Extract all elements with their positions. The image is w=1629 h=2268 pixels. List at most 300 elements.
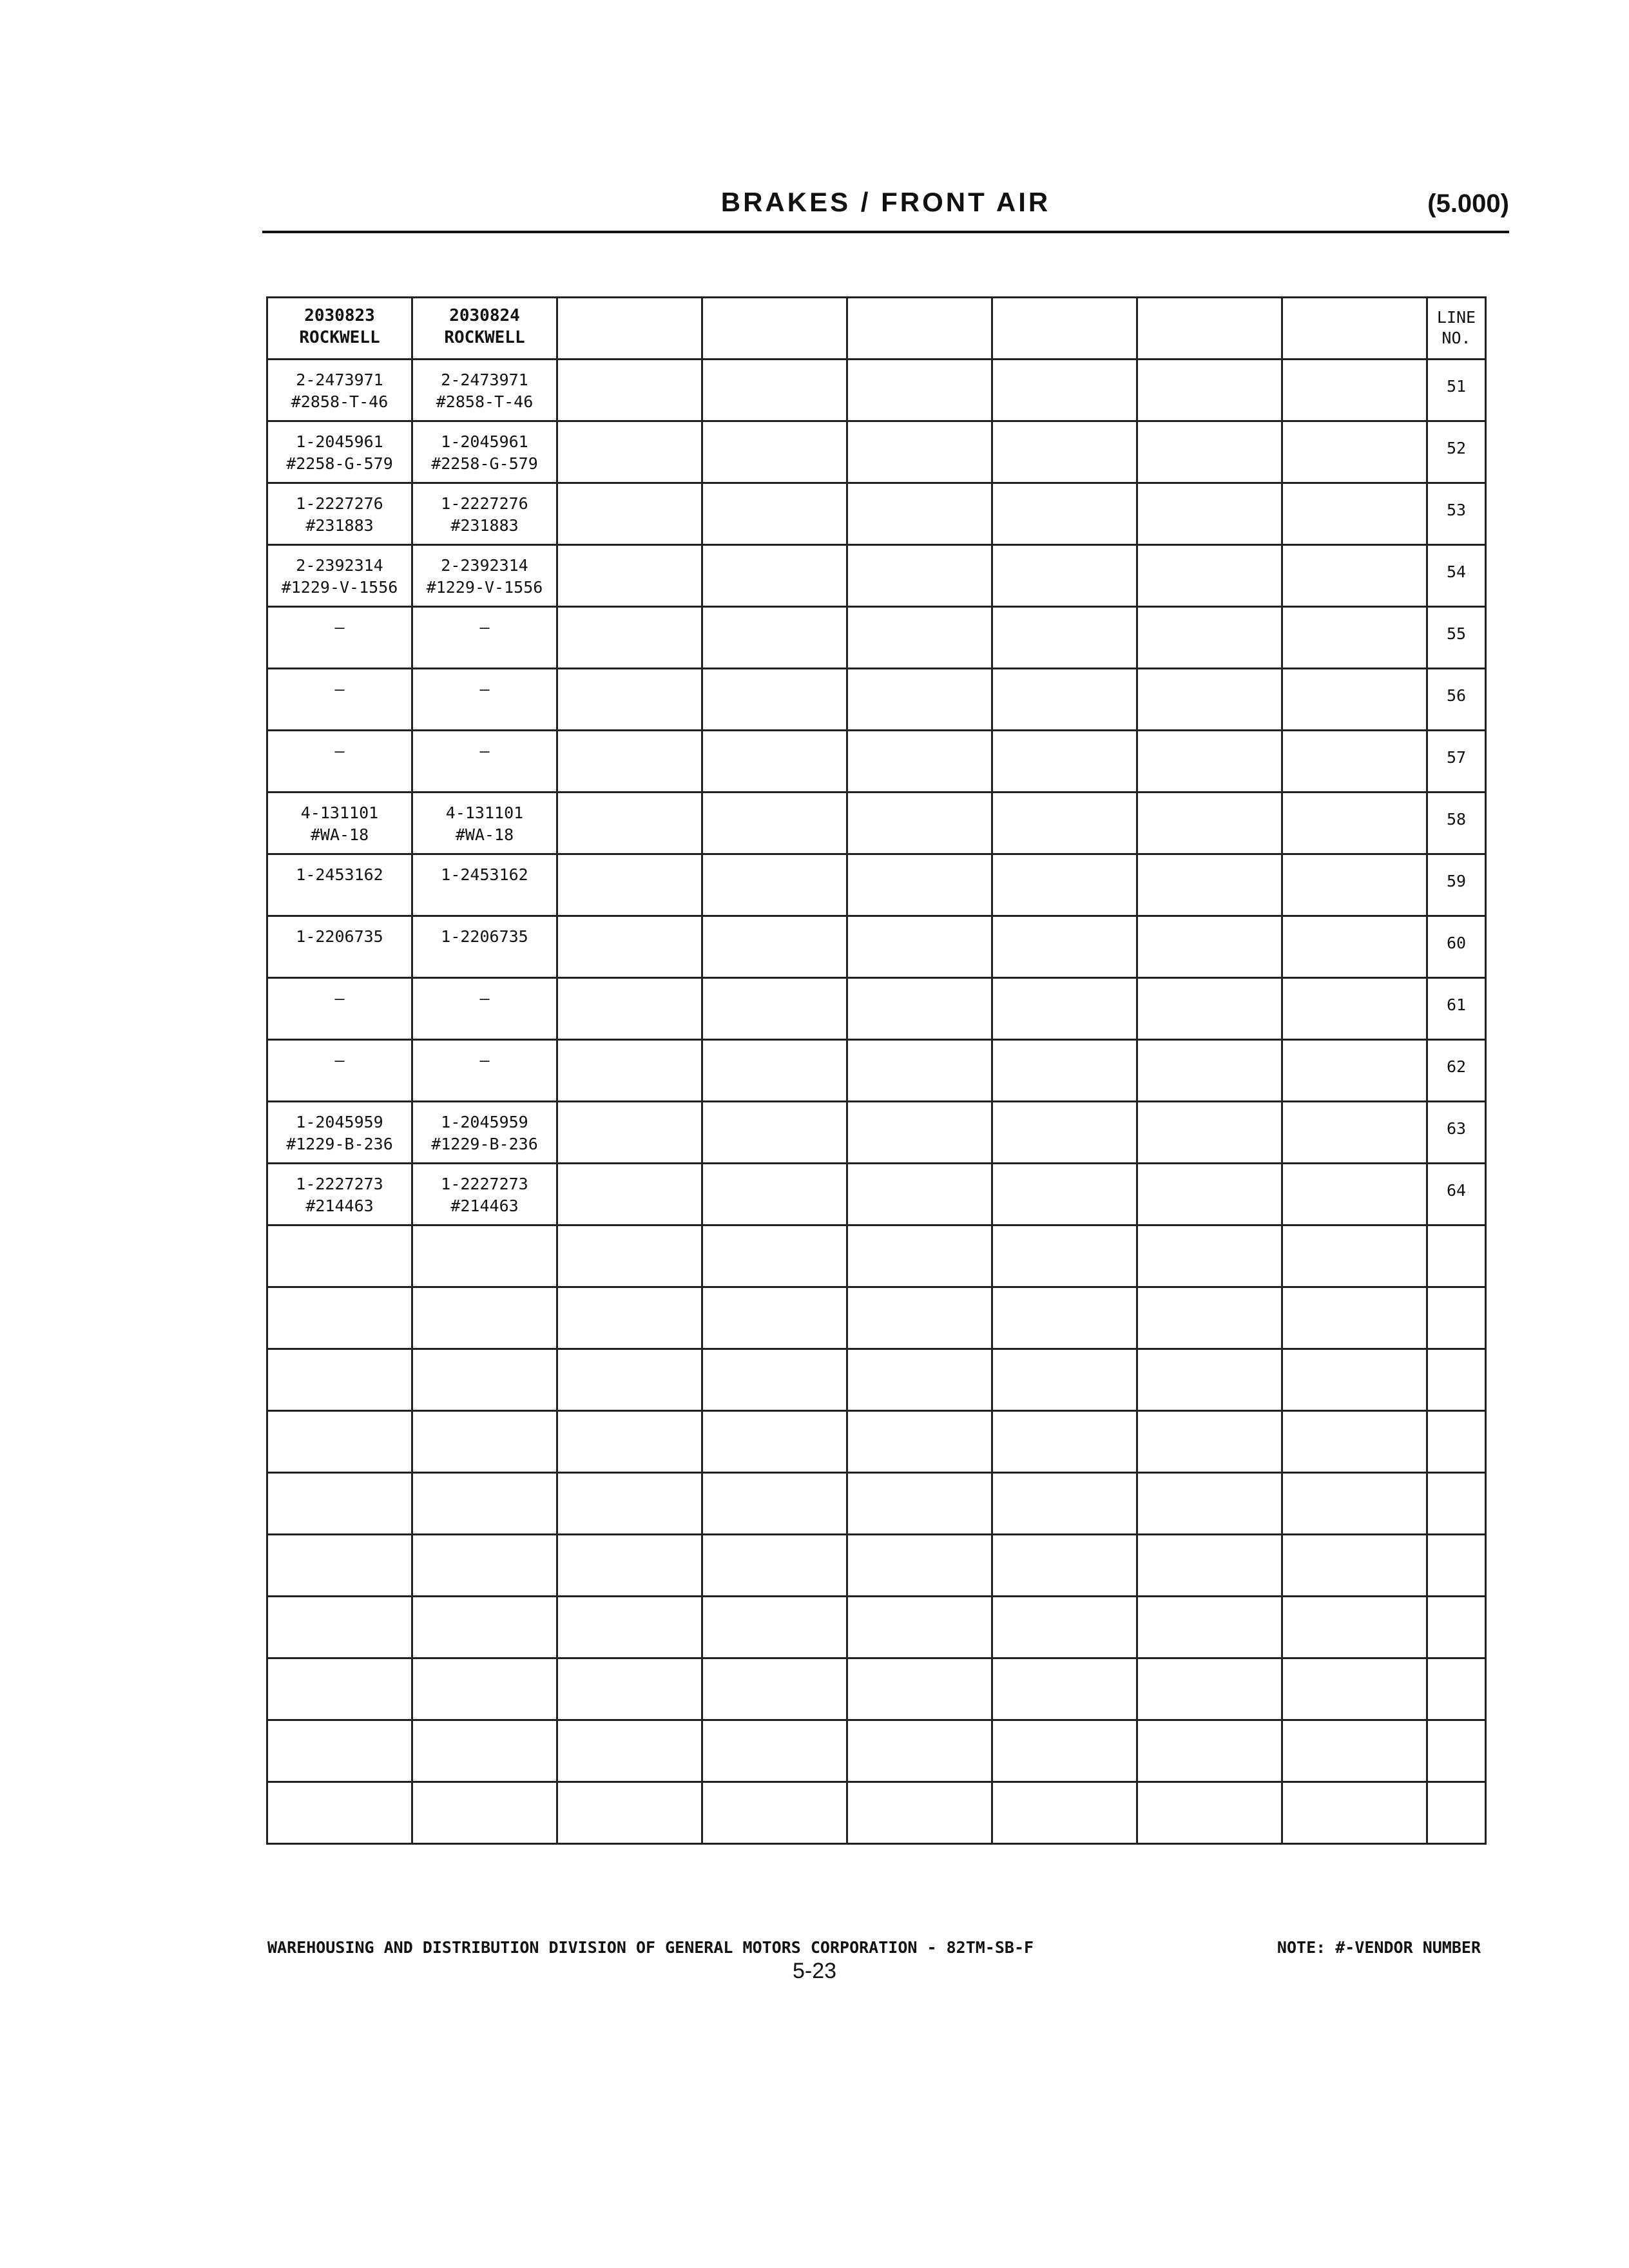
line-number-cell [1427, 1349, 1486, 1411]
table-cell [412, 854, 557, 916]
table-row [267, 1473, 1486, 1535]
table-cell [847, 1535, 992, 1597]
table-row [267, 1102, 1486, 1164]
table-cell [1282, 1349, 1427, 1411]
part-entry: 2-2392314 #1229-V-1556 [426, 556, 543, 597]
column-vendor: ROCKWELL [299, 328, 380, 347]
table-cell [702, 669, 847, 731]
table-cell [847, 1473, 992, 1535]
table-cell [992, 421, 1137, 483]
table-cell [412, 360, 557, 421]
table-cell [847, 360, 992, 421]
line-number-cell [1427, 1164, 1486, 1225]
table-cell [1137, 545, 1282, 607]
table-cell [1137, 1287, 1282, 1349]
line-number-cell [1427, 1597, 1486, 1658]
part-entry: — [479, 680, 490, 698]
table-cell [1137, 1535, 1282, 1597]
table-cell [267, 854, 412, 916]
table-cell [847, 421, 992, 483]
part-entry: 1-2045961 #2258-G-579 [431, 432, 538, 473]
table-cell [267, 1658, 412, 1720]
table-cell [267, 978, 412, 1040]
table-cell [1137, 1720, 1282, 1782]
line-number-cell [1427, 607, 1486, 669]
table-cell [992, 854, 1137, 916]
table-cell [992, 1225, 1137, 1287]
table-cell [412, 1411, 557, 1473]
table-cell [557, 1102, 702, 1164]
table-cell [267, 545, 412, 607]
table-cell [1137, 916, 1282, 978]
table-row [267, 1597, 1486, 1658]
line-number-cell [1427, 1782, 1486, 1844]
table-cell [1137, 360, 1282, 421]
table-cell [412, 978, 557, 1040]
table-cell [1282, 1473, 1427, 1535]
table-cell [412, 1287, 557, 1349]
line-number: 54 [1446, 562, 1467, 581]
table-cell [847, 1658, 992, 1720]
line-number: 62 [1446, 1057, 1467, 1076]
part-entry: 2-2473971 #2858-T-46 [291, 370, 389, 411]
table-row [267, 1349, 1486, 1411]
footer-publisher: WAREHOUSING AND DISTRIBUTION DIVISION OF GENERAL MOTORS CORPORATION - 82TM-SB-F [267, 1938, 1034, 1957]
table-cell [412, 1720, 557, 1782]
table-cell [557, 1349, 702, 1411]
page-title: BRAKES / FRONT AIR [720, 187, 1051, 217]
table-cell [557, 793, 702, 854]
table-cell [847, 483, 992, 545]
line-number: 51 [1446, 377, 1467, 396]
line-number-cell [1427, 421, 1486, 483]
table-row [267, 1535, 1486, 1597]
column-part-number: 2030824 [449, 306, 520, 325]
table-cell [557, 1782, 702, 1844]
table-cell [412, 1225, 557, 1287]
table-cell [1137, 1658, 1282, 1720]
table-row [267, 1658, 1486, 1720]
table-cell [557, 483, 702, 545]
part-entry: 1-2206735 [296, 927, 383, 946]
table-cell [412, 1782, 557, 1844]
table-cell [267, 421, 412, 483]
part-entry: 4-131101 #WA-18 [445, 803, 524, 844]
table-cell [1282, 545, 1427, 607]
table-row [267, 421, 1486, 483]
part-entry: 1-2045961 #2258-G-579 [286, 432, 393, 473]
line-number: 57 [1446, 748, 1467, 767]
table-cell [847, 607, 992, 669]
line-number-cell [1427, 483, 1486, 545]
table-cell [412, 421, 557, 483]
table-cell [557, 1658, 702, 1720]
part-entry: — [479, 1051, 490, 1070]
table-cell [412, 1349, 557, 1411]
column-header [1137, 298, 1282, 360]
table-cell [847, 1040, 992, 1102]
footer-note: NOTE: #-VENDOR NUMBER [1277, 1938, 1481, 1957]
part-entry: — [334, 989, 345, 1008]
line-number-cell [1427, 1535, 1486, 1597]
table-row [267, 1164, 1486, 1225]
table-cell [412, 1164, 557, 1225]
table-cell [1282, 483, 1427, 545]
table-cell [412, 607, 557, 669]
part-entry: 1-2206735 [441, 927, 528, 946]
part-entry: 1-2227273 #214463 [441, 1175, 528, 1215]
column-vendor: ROCKWELL [444, 328, 525, 347]
table-cell [702, 421, 847, 483]
column-header [847, 298, 992, 360]
table-cell [702, 1102, 847, 1164]
table-cell [1282, 793, 1427, 854]
table-row [267, 360, 1486, 421]
part-entry: — [334, 1051, 345, 1070]
table-cell [992, 483, 1137, 545]
line-number-cell [1427, 1411, 1486, 1473]
table-cell [412, 1473, 557, 1535]
line-number-cell [1427, 1473, 1486, 1535]
part-entry: — [479, 989, 490, 1008]
table-cell [702, 1164, 847, 1225]
part-entry: — [479, 618, 490, 637]
table-cell [1282, 1597, 1427, 1658]
table-cell [1137, 669, 1282, 731]
part-entry: 1-2227276 #231883 [441, 494, 528, 535]
table-cell [1282, 360, 1427, 421]
line-number-cell [1427, 1225, 1486, 1287]
table-cell [557, 421, 702, 483]
column-header [267, 298, 412, 360]
table-cell [267, 1473, 412, 1535]
table-cell [702, 854, 847, 916]
table-cell [557, 545, 702, 607]
table-row [267, 854, 1486, 916]
table-cell [992, 1473, 1137, 1535]
line-number: 64 [1446, 1181, 1467, 1200]
table-cell [267, 607, 412, 669]
parts-table [266, 296, 1487, 1845]
table-cell [847, 1782, 992, 1844]
line-number-cell [1427, 1720, 1486, 1782]
table-cell [1282, 1658, 1427, 1720]
table-cell [702, 1720, 847, 1782]
table-cell [847, 1597, 992, 1658]
table-cell [702, 1287, 847, 1349]
table-cell [267, 916, 412, 978]
table-cell [267, 1349, 412, 1411]
table-cell [702, 978, 847, 1040]
table-cell [1282, 1720, 1427, 1782]
line-number-header [1427, 298, 1486, 360]
table-cell [1137, 1225, 1282, 1287]
table-cell [1137, 1102, 1282, 1164]
line-number-cell [1427, 916, 1486, 978]
table-cell [1282, 1782, 1427, 1844]
line-number-cell [1427, 1040, 1486, 1102]
table-cell [557, 1473, 702, 1535]
table-cell [702, 1658, 847, 1720]
table-cell [702, 1473, 847, 1535]
table-cell [557, 1411, 702, 1473]
table-cell [267, 1782, 412, 1844]
table-cell [267, 1720, 412, 1782]
table-cell [1282, 854, 1427, 916]
column-header-label [413, 298, 556, 349]
table-cell [1282, 1164, 1427, 1225]
table-cell [847, 731, 992, 793]
table-cell [1137, 1411, 1282, 1473]
table-row [267, 545, 1486, 607]
table-cell [847, 1287, 992, 1349]
table-cell [847, 1720, 992, 1782]
column-header [412, 298, 557, 360]
table-row [267, 916, 1486, 978]
table-row [267, 731, 1486, 793]
column-header [1282, 298, 1427, 360]
line-number: 55 [1446, 624, 1467, 643]
table-cell [992, 1287, 1137, 1349]
table-cell [412, 916, 557, 978]
table-cell [557, 1720, 702, 1782]
table-cell [1137, 731, 1282, 793]
table-cell [847, 1411, 992, 1473]
table-cell [992, 1102, 1137, 1164]
table-cell [267, 1040, 412, 1102]
column-part-number: 2030823 [304, 306, 375, 325]
table-cell [702, 1040, 847, 1102]
table-row [267, 483, 1486, 545]
table-cell [992, 360, 1137, 421]
part-entry: 4-131101 #WA-18 [300, 803, 379, 844]
column-header [992, 298, 1137, 360]
table-row [267, 1225, 1486, 1287]
table-cell [1137, 793, 1282, 854]
table-cell [412, 483, 557, 545]
part-entry: 2-2392314 #1229-V-1556 [281, 556, 398, 597]
table-cell [847, 1349, 992, 1411]
table-cell [1282, 978, 1427, 1040]
part-entry: 2-2473971 #2858-T-46 [436, 370, 534, 411]
table-cell [267, 731, 412, 793]
line-number: 60 [1446, 934, 1467, 952]
line-number-header-label: LINE NO. [1436, 308, 1476, 347]
table-cell [412, 1597, 557, 1658]
table-cell [412, 1102, 557, 1164]
line-number-cell [1427, 545, 1486, 607]
table-cell [557, 1597, 702, 1658]
table-cell [557, 1287, 702, 1349]
table-row [267, 1411, 1486, 1473]
line-number-cell [1427, 793, 1486, 854]
table-cell [1137, 421, 1282, 483]
line-number: 56 [1446, 686, 1467, 705]
part-entry: — [334, 618, 345, 637]
table-cell [992, 793, 1137, 854]
part-entry: 1-2045959 #1229-B-236 [286, 1113, 393, 1153]
table-cell [557, 731, 702, 793]
table-cell [557, 1535, 702, 1597]
table-cell [702, 1535, 847, 1597]
table-cell [1282, 1411, 1427, 1473]
line-number-cell [1427, 669, 1486, 731]
line-number-cell [1427, 731, 1486, 793]
table-cell [267, 1597, 412, 1658]
table-cell [992, 545, 1137, 607]
table-cell [1137, 607, 1282, 669]
table-cell [992, 1720, 1137, 1782]
column-header [557, 298, 702, 360]
table-cell [702, 545, 847, 607]
line-number-cell [1427, 1287, 1486, 1349]
table-cell [702, 916, 847, 978]
table-cell [267, 1287, 412, 1349]
table-cell [412, 793, 557, 854]
table-cell [992, 1658, 1137, 1720]
table-cell [992, 1782, 1137, 1844]
section-number: (5.000) [1427, 189, 1509, 218]
table-cell [992, 1349, 1137, 1411]
page-number: 5-23 [792, 1959, 837, 1983]
table-cell [702, 607, 847, 669]
table-row [267, 669, 1486, 731]
table-cell [267, 360, 412, 421]
table-cell [267, 1102, 412, 1164]
header-rule [262, 231, 1509, 233]
line-number: 53 [1446, 501, 1467, 519]
table-cell [702, 1411, 847, 1473]
table-cell [1137, 1349, 1282, 1411]
line-number-cell [1427, 360, 1486, 421]
table-cell [992, 669, 1137, 731]
table-cell [1282, 1535, 1427, 1597]
table-cell [557, 854, 702, 916]
table-cell [847, 1164, 992, 1225]
table-cell [847, 978, 992, 1040]
table-cell [557, 607, 702, 669]
line-number: 52 [1446, 439, 1467, 457]
table-cell [1282, 1287, 1427, 1349]
table-row [267, 1040, 1486, 1102]
table-cell [412, 1040, 557, 1102]
line-number: 63 [1446, 1119, 1467, 1138]
table-cell [557, 1040, 702, 1102]
part-entry: — [334, 742, 345, 760]
table-cell [412, 1658, 557, 1720]
part-entry: — [334, 680, 345, 698]
table-cell [847, 1225, 992, 1287]
table-cell [702, 1782, 847, 1844]
table-cell [702, 483, 847, 545]
line-number-cell [1427, 978, 1486, 1040]
table-cell [412, 545, 557, 607]
table-cell [847, 793, 992, 854]
table-cell [702, 1597, 847, 1658]
table-cell [557, 1164, 702, 1225]
table-cell [1282, 607, 1427, 669]
table-cell [992, 1164, 1137, 1225]
table-cell [267, 669, 412, 731]
table-cell [557, 916, 702, 978]
part-entry: 1-2453162 [296, 865, 383, 884]
table-cell [702, 793, 847, 854]
table-cell [412, 731, 557, 793]
table-cell [1137, 978, 1282, 1040]
table-cell [267, 1164, 412, 1225]
line-number-cell [1427, 1102, 1486, 1164]
table-cell [267, 1535, 412, 1597]
table-cell [1282, 669, 1427, 731]
line-number-cell [1427, 1658, 1486, 1720]
table-cell [702, 1225, 847, 1287]
table-cell [992, 1535, 1137, 1597]
table-cell [557, 669, 702, 731]
table-row [267, 793, 1486, 854]
table-cell [1137, 1473, 1282, 1535]
part-entry: — [479, 742, 490, 760]
line-number-cell [1427, 854, 1486, 916]
table-row [267, 1720, 1486, 1782]
line-number: 58 [1446, 810, 1467, 829]
table-row [267, 1782, 1486, 1844]
table-header-row [267, 298, 1486, 360]
table-cell [702, 1349, 847, 1411]
table-cell [847, 545, 992, 607]
table-cell [992, 978, 1137, 1040]
table-cell [1282, 1225, 1427, 1287]
table-cell [992, 731, 1137, 793]
table-cell [412, 669, 557, 731]
page-header [262, 180, 1509, 232]
table-cell [992, 1597, 1137, 1658]
table-row [267, 1287, 1486, 1349]
table-cell [1137, 854, 1282, 916]
line-number: 59 [1446, 872, 1467, 890]
table-cell [557, 1225, 702, 1287]
table-cell [557, 978, 702, 1040]
table-cell [1282, 1102, 1427, 1164]
part-entry: 1-2045959 #1229-B-236 [431, 1113, 538, 1153]
table-cell [847, 854, 992, 916]
table-cell [1282, 1040, 1427, 1102]
column-header-label [268, 298, 411, 349]
table-row [267, 978, 1486, 1040]
table-cell [267, 483, 412, 545]
table-cell [1137, 1782, 1282, 1844]
table-cell [992, 1411, 1137, 1473]
table-cell [1137, 1040, 1282, 1102]
table-cell [1282, 421, 1427, 483]
table-cell [412, 1535, 557, 1597]
part-entry: 1-2227276 #231883 [296, 494, 383, 535]
table-cell [847, 669, 992, 731]
table-cell [557, 360, 702, 421]
table-cell [992, 1040, 1137, 1102]
table-cell [1137, 483, 1282, 545]
table-cell [847, 916, 992, 978]
table-cell [992, 916, 1137, 978]
table-cell [267, 1225, 412, 1287]
table-cell [267, 793, 412, 854]
column-header [702, 298, 847, 360]
part-entry: 1-2453162 [441, 865, 528, 884]
table-cell [1282, 916, 1427, 978]
table-cell [702, 360, 847, 421]
table-cell [992, 607, 1137, 669]
line-number: 61 [1446, 995, 1467, 1014]
table-cell [267, 1411, 412, 1473]
